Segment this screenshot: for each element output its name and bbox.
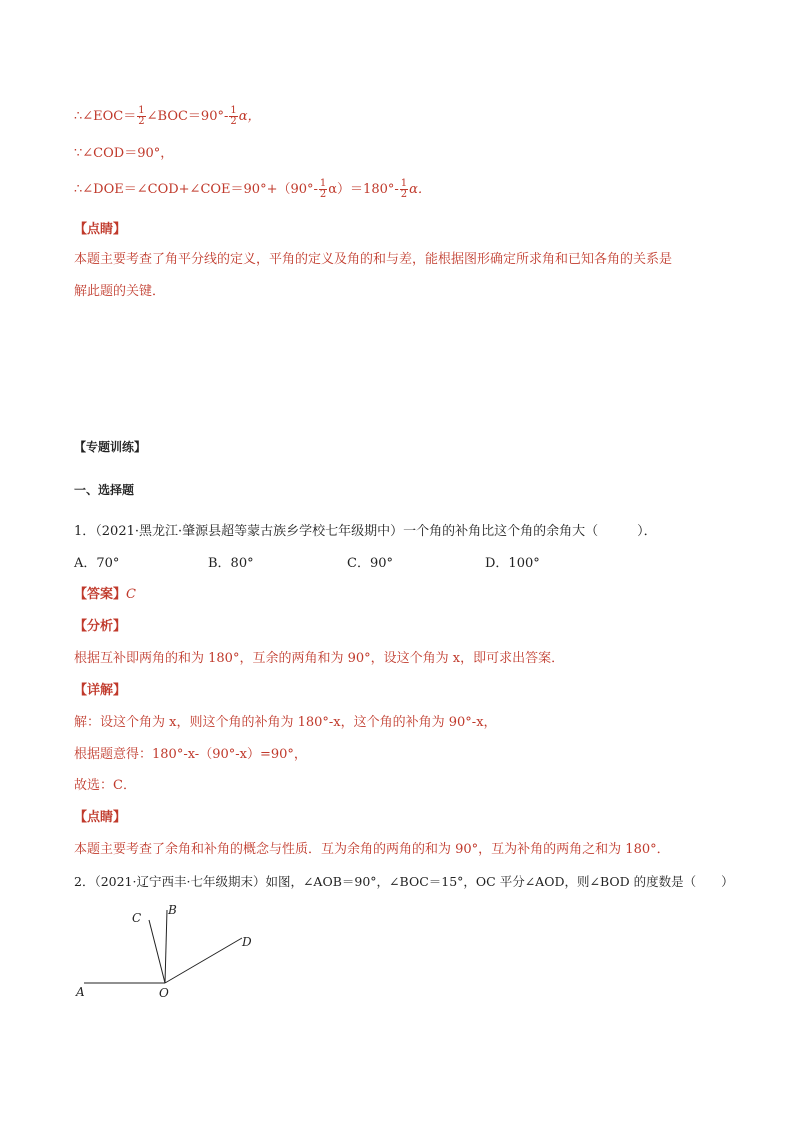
label-o: O [159, 986, 169, 1000]
comment-tag: 【点睛】 [74, 222, 127, 237]
detail-line2: 根据题意得：180°-x-（90°-x）=90°， [74, 747, 307, 762]
label-d: D [242, 935, 252, 949]
comment-text-line1: 本题主要考查了角平分线的定义，平角的定义及角的和与差，能根据图形确定所求角和已知各角的关系是 [74, 252, 673, 267]
q1-option-d[interactable]: D．100° [485, 556, 540, 571]
frac-num: 1 [230, 105, 237, 116]
q1-option-b[interactable]: B．80° [208, 556, 254, 571]
solution-line-doe [74, 179, 431, 200]
q1-comment-text: 本题主要考查了余角和补角的概念与性质．互为余角的两角的和为 90°，互为补角的两角之和为 180°． [74, 842, 670, 857]
detail-line3: 故选：C． [74, 778, 136, 793]
label-c: C [132, 911, 142, 925]
ray-oc [149, 920, 165, 983]
frac-num: 1 [400, 178, 408, 189]
detail-line1: 解：设这个角为 x，则这个角的补角为 180°-x，这个角的补角为 90°-x， [74, 715, 497, 730]
analysis-tag: 【分析】 [74, 619, 127, 634]
frac-den: 2 [230, 116, 237, 127]
q2-stem: 2．（2021·辽宁西丰·七年级期末）如图，∠AOB＝90°，∠BOC＝15°，OC 平分∠AOD，则∠BOD 的度数是（ ） [74, 874, 734, 889]
analysis-text: 根据互补即两角的和为 180°，互余的两角和为 90°，设这个角为 x，即可求出答案． [74, 651, 565, 666]
eoc-lead: ∴∠EOC＝ [74, 109, 137, 124]
doe-lead: ∴∠DOE＝∠COD+∠COE＝90°+（90°- [74, 182, 318, 197]
ray-ob [165, 910, 167, 983]
label-a: A [76, 985, 85, 999]
fraction-half [319, 179, 327, 200]
fraction-half [137, 106, 145, 127]
frac-den: 2 [138, 116, 145, 127]
q1-option-a[interactable]: A．70° [74, 556, 120, 571]
q1-option-c[interactable]: C．90° [347, 556, 393, 571]
q1-answer-line [74, 586, 136, 604]
q1-comment-tag: 【点睛】 [74, 810, 127, 825]
eoc-tail: α， [238, 109, 261, 124]
fraction-half [400, 179, 408, 200]
angle-figure [70, 896, 280, 1006]
ray-od [165, 938, 242, 983]
frac-num: 1 [138, 105, 145, 116]
frac-num: 1 [319, 178, 327, 189]
doe-tail: α． [409, 182, 431, 197]
answer-tag: 【答案】 [74, 587, 127, 602]
frac-den: 2 [400, 189, 408, 200]
section-title: 【专题训练】 [74, 440, 147, 454]
eoc-mid: ∠BOC＝90°- [146, 109, 229, 124]
detail-tag: 【详解】 [74, 683, 127, 698]
doe-mid: α）＝180°- [328, 182, 399, 197]
answer-value: C [126, 587, 136, 602]
comment-text-line2: 解此题的关键． [74, 284, 166, 299]
solution-line-cod: ∵∠COD＝90°， [74, 146, 174, 161]
fraction-half [229, 106, 237, 127]
q1-stem: 1．（2021·黑龙江·肇源县超等蒙古族乡学校七年级期中）一个角的补角比这个角的余角大（ ）． [74, 524, 657, 539]
part-title: 一、选择题 [74, 483, 135, 497]
label-b: B [168, 903, 177, 917]
frac-den: 2 [319, 189, 327, 200]
solution-line-eoc [74, 106, 261, 127]
q1-options [74, 555, 674, 573]
